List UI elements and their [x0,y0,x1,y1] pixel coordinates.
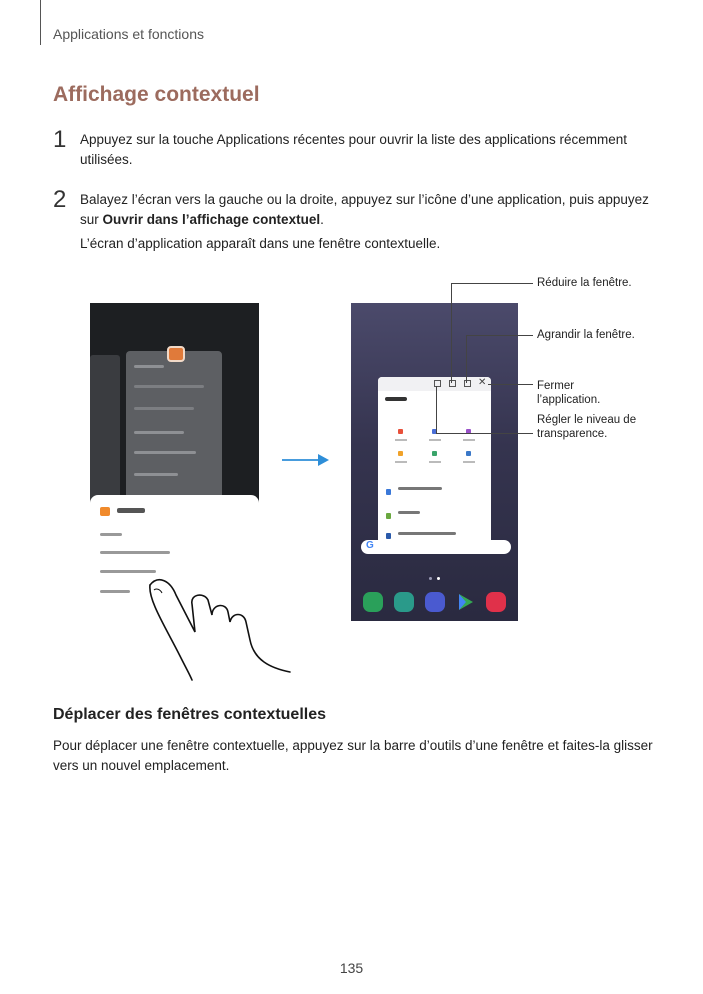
my-files-app-icon [167,346,185,362]
close-icon: ✕ [478,377,487,388]
camera-app-icon [486,592,506,612]
callout-line: Régler le niveau de [537,414,637,426]
callout-maximize: Agrandir la fenêtre. [537,329,635,341]
subsection-title: Déplacer des fenêtres contextuelles [53,706,327,723]
step-number: 2 [53,186,67,213]
callout-minimize: Réduire la fenêtre. [537,277,632,289]
popup-view-screenshot [351,303,518,621]
step-bold-term: Ouvrir dans l’affichage contextuel [102,212,321,227]
folder-icon [100,507,110,516]
callout-line: l’application. [537,394,601,406]
callout-transparency [537,413,636,441]
google-icon: G [366,540,374,551]
step-text-end: . [320,212,324,227]
arrow-icon [282,452,332,468]
callout-line: Fermer [537,380,575,392]
callout-line: transparence. [537,428,608,440]
section-header: Applications et fonctions [53,26,204,42]
popup-toolbar [378,377,491,391]
play-store-icon [455,592,475,612]
step-number: 1 [53,126,67,153]
page-number: 135 [339,960,364,976]
internet-app-icon [425,592,445,612]
step-text: Appuyez sur la touche Applications récentes pour ouvrir la liste des applications récemment utilisées. [80,132,628,167]
page-title: Affichage contextuel [53,83,260,106]
subsection-text: Pour déplacer une fenêtre contextuelle, appuyez sur la barre d’outils d’une fenêtre et faites-la glisser vers un nouvel emplacement. [53,738,653,773]
step-text-start: Balayez l’écran vers la gauche ou la droite, appuyez sur l’icône d’une application, puis appuyez sur [80,192,649,227]
messages-app-icon [394,592,414,612]
phone-app-icon [363,592,383,612]
header-rule [40,0,41,45]
popup-window [378,377,491,544]
step-text [80,190,650,230]
result-text: L’écran d’application apparaît dans une fenêtre contextuelle. [80,236,441,251]
hand-tap-illustration [120,560,300,685]
search-bar [361,540,511,554]
callout-close [537,379,600,407]
